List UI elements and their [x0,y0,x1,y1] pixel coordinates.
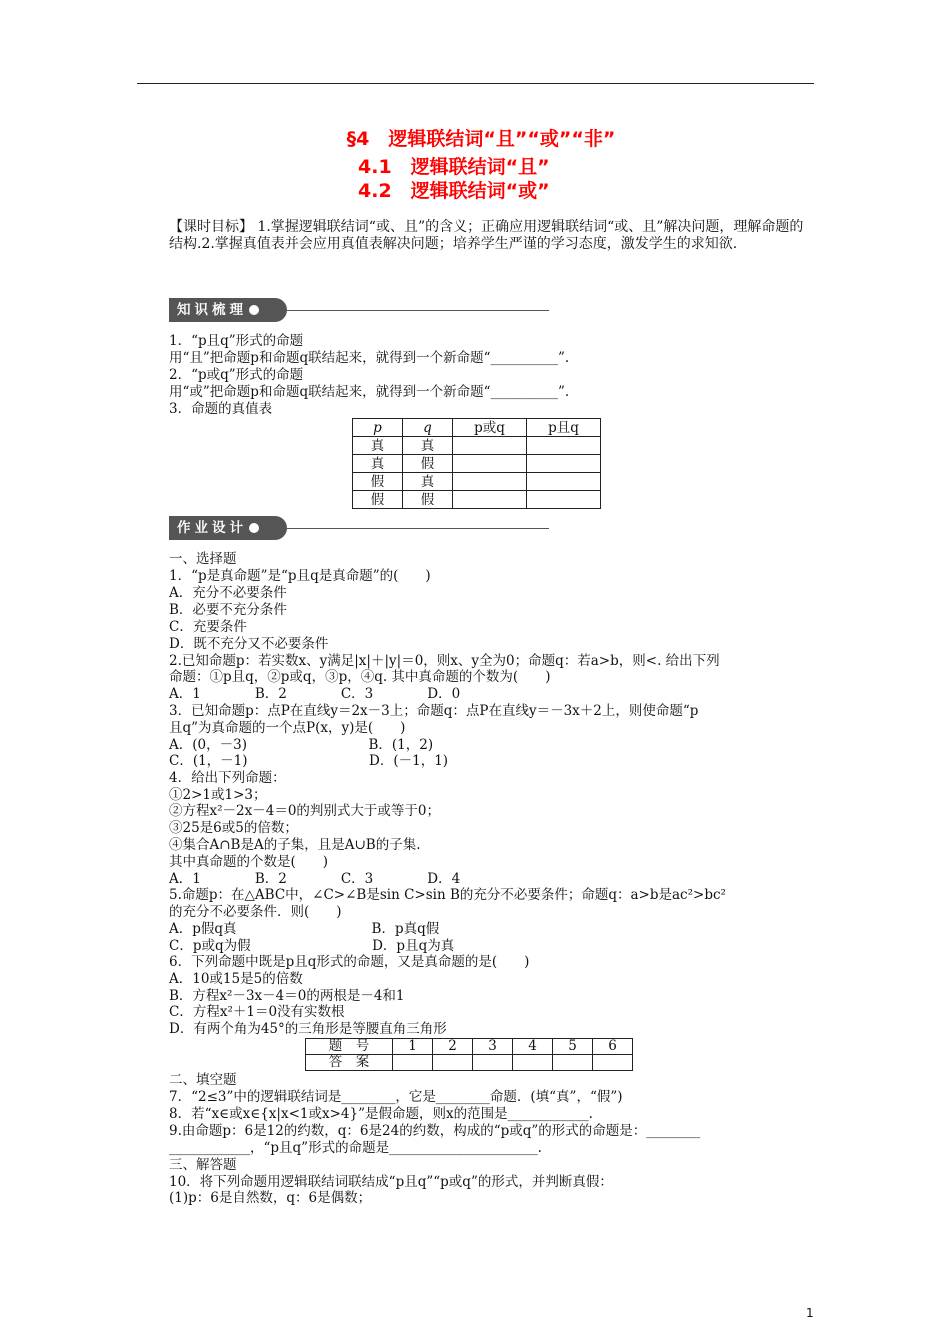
header-rule [137,83,814,84]
table-cell: 真 [403,437,453,455]
table-cell [593,1055,633,1071]
section-heading: 二、填空题 [169,1072,237,1088]
table-row [353,455,601,473]
table-cell: 题 号 [306,1039,393,1055]
option: A．充分不必要条件 [169,585,287,601]
table-cell: 真 [403,473,453,491]
subtitle-4-2: 4.2 逻辑联结词“或” [358,180,550,202]
options-row: A．1 B．2 C．3 D．0 [169,686,461,702]
text-line: 用“且”把命题p和命题q联结起来，就得到一个新命题“__________”. [169,350,570,366]
question-9: 9.由命题p：6是12的约数，q：6是24的约数，构成的“p或q”的形式的命题是：________ [169,1123,701,1139]
subtitle-4-1: 4.1 逻辑联结词“且” [358,156,550,178]
options-row: C．(1，－1) D．(－1，1) [169,753,449,769]
statement: ②方程x²－2x－4＝0的判别式大于或等于0； [169,803,440,819]
table-cell: 1 [393,1039,433,1055]
question-2: 2.已知命题p：若实数x、y满足|x|＋|y|＝0，则x、y全为0；命题q：若a>b，则<. 给出下列 [169,653,720,669]
table-cell: 假 [353,491,403,509]
table-row [353,491,601,509]
option: B．必要不充分条件 [169,602,287,618]
table-cell [473,1055,513,1071]
question-10: 10．将下列命题用逻辑联结词联结成“p且q”“p或q”的形式，并判断真假： [169,1174,613,1190]
table-cell: 3 [473,1039,513,1055]
table-cell: 真 [353,455,403,473]
page-title: §4 逻辑联结词“且”“或”“非” [346,128,616,150]
question-5-cont: 的充分不必要条件．则( ) [169,904,342,920]
question-3: 3．已知命题p：点P在直线y＝2x－3上；命题q：点P在直线y＝－3x＋2上，则使命题“p [169,703,699,719]
option: D．有两个角为45°的三角形是等腰直角三角形 [169,1021,447,1037]
table-cell: 4 [513,1039,553,1055]
table-header-cell: p [353,419,403,437]
banner-label: 作业设计 [177,520,247,536]
table-cell [527,473,601,491]
truth-table [352,418,601,509]
table-cell: 答 案 [306,1055,393,1071]
table-cell: 假 [353,473,403,491]
banner-rule [287,528,549,529]
question-2-cont: 命题：①p且q，②p或q，③p，④q. 其中真命题的个数为( ) [169,669,551,685]
text-line: 3．命题的真值表 [169,401,273,417]
table-cell: 假 [403,455,453,473]
table-cell: 6 [593,1039,633,1055]
question-7: 7．“2≤3”中的逻辑联结词是________，它是________命题．(填“真”，“假”) [169,1089,623,1105]
option: C．方程x²＋1＝0没有实数根 [169,1004,345,1020]
table-row [353,473,601,491]
table-header-cell: q [403,419,453,437]
option: C．充要条件 [169,619,247,635]
statement: ③25是6或5的倍数； [169,820,298,836]
text-line: 2．“p或q”形式的命题 [169,367,304,383]
table-cell [453,455,527,473]
bullet-dot-icon [249,523,259,533]
statement: ④集合A∩B是A的子集，且是A∪B的子集. [169,837,421,853]
text-line: 1．“p且q”形式的命题 [169,333,304,349]
lesson-objectives: 【课时目标】 1.掌握逻辑联结词“或、且”的含义；正确应用逻辑联结词“或、且”解决问题，理解命题的结构.2.掌握真值表并会应用真值表解决问题；培养学生严谨的学习态度，激发学生的求知欲. [169,219,804,252]
question-1: 1．“p是真命题”是“p且q是真命题”的( ) [169,568,431,584]
table-cell: 假 [403,491,453,509]
table-cell [527,455,601,473]
table-cell [527,437,601,455]
banner-rule [287,310,549,311]
section-banner-knowledge [169,298,549,322]
options-row: A．p假q真 B．p真q假 [169,921,440,937]
table-row [306,1039,633,1055]
table-row [353,437,601,455]
question-4: 4．给出下列命题： [169,770,286,786]
table-cell [513,1055,553,1071]
option: D．既不充分又不必要条件 [169,636,329,652]
statement: ①2>1或1>3； [169,787,267,803]
question-8: 8．若“x∈或x∈{x|x<1或x>4}”是假命题，则x的范围是____________. [169,1106,593,1122]
question-6: 6．下列命题中既是p且q形式的命题，又是真命题的是( ) [169,954,530,970]
question-5: 5.命题p：在△ABC中，∠C>∠B是sin C>sin B的充分不必要条件；命题q：a>b是ac²>bc² [169,887,726,903]
table-cell: 5 [553,1039,593,1055]
table-header-cell: p且q [527,419,601,437]
question-3-cont: 且q”为真命题的一个点P(x，y)是( ) [169,720,406,736]
table-cell [433,1055,473,1071]
bullet-dot-icon [249,305,259,315]
question-9-cont: ____________，“p且q”形式的命题是______________________. [169,1140,542,1156]
question-4-prompt: 其中真命题的个数是( ) [169,854,329,870]
table-header-cell: p或q [453,419,527,437]
answer-table [305,1038,633,1071]
table-cell: 2 [433,1039,473,1055]
section-banner-homework [169,516,549,540]
option: A．10或15是5的倍数 [169,971,303,987]
table-cell [453,473,527,491]
table-cell [393,1055,433,1071]
options-row: A．(0，－3) B．(1，2) [169,737,434,753]
table-row [306,1055,633,1071]
options-row: A．1 B．2 C．3 D．4 [169,871,461,887]
table-header-row [353,419,601,437]
options-row: C．p或q为假 D．p且q为真 [169,938,455,954]
question-10-part-1: (1)p：6是自然数，q：6是偶数； [169,1190,372,1206]
text-line: 用“或”把命题p和命题q联结起来，就得到一个新命题“__________”. [169,384,570,400]
banner-label: 知识梳理 [177,302,247,318]
option: B．方程x²－3x－4＝0的两根是－4和1 [169,988,405,1004]
section-heading: 一、选择题 [169,551,237,567]
table-cell: 真 [353,437,403,455]
page-number: 1 [806,1306,814,1320]
table-cell [553,1055,593,1071]
table-cell [453,491,527,509]
table-cell [453,437,527,455]
section-heading: 三、解答题 [169,1157,237,1173]
table-cell [527,491,601,509]
